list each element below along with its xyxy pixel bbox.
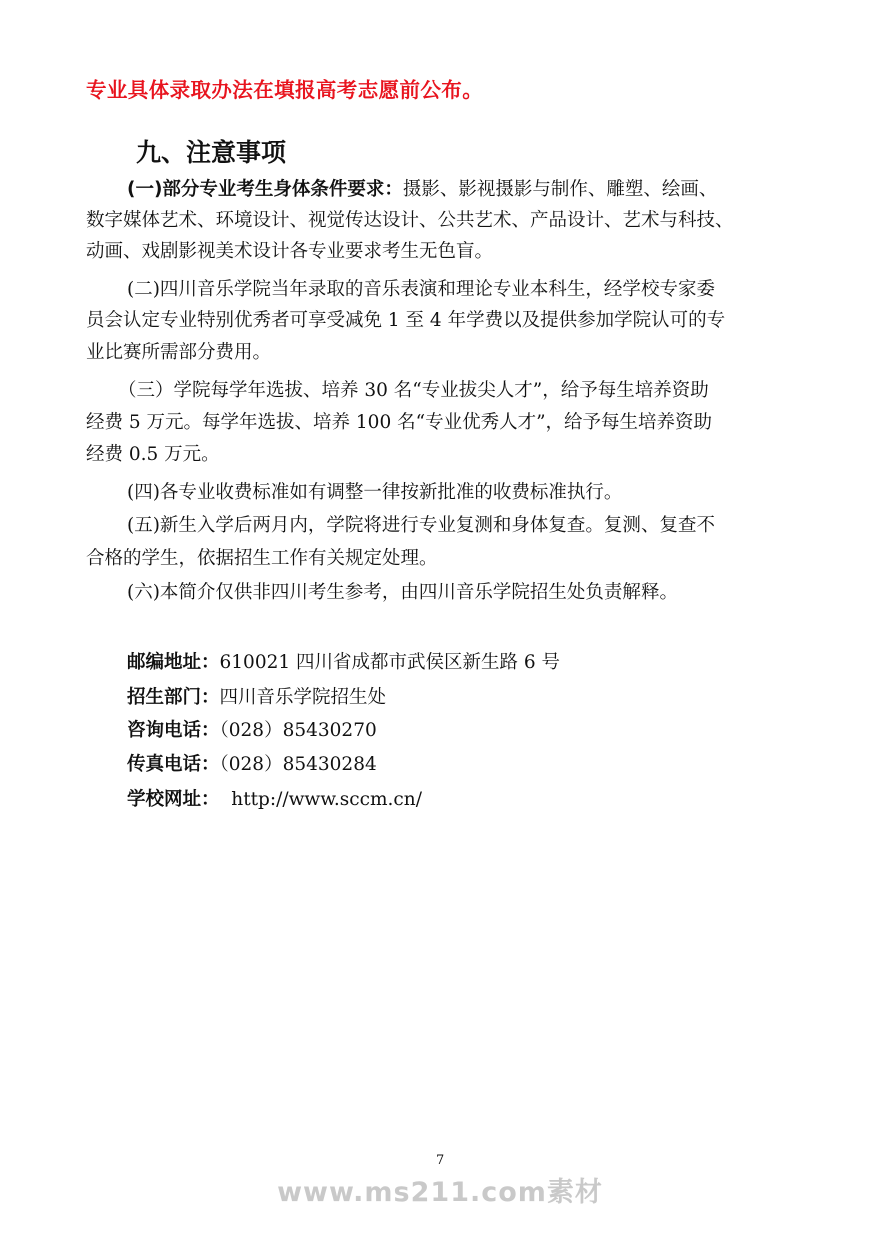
item-2-line-3: 业比赛所需部分费用。 bbox=[86, 342, 272, 363]
item-1-line-3: 动画、戏剧影视美术设计各专业要求考生无色盲。 bbox=[86, 241, 494, 262]
item-1-line-2: 数字媒体艺术、环境设计、视觉传达设计、公共艺术、产品设计、艺术与科技、 bbox=[86, 210, 734, 231]
item-3-line-1: （三）学院每学年选拔、培养 30 名“专业拔尖人才”，给予每生培养资助 bbox=[118, 380, 709, 401]
item-6-line-1: (六)本简介仅供非四川考生参考，由四川音乐学院招生处负责解释。 bbox=[127, 582, 678, 603]
contact-website bbox=[127, 785, 422, 811]
contact-address-label: 邮编地址： bbox=[127, 652, 220, 673]
contact-website-value: http://www.sccm.cn/ bbox=[219, 789, 422, 810]
item-1-label: (一)部分专业考生身体条件要求： bbox=[127, 179, 403, 200]
item-3-line-3: 经费 0.5 万元。 bbox=[86, 444, 220, 465]
section-heading: 九、注意事项 bbox=[136, 138, 287, 167]
contact-phone bbox=[127, 716, 377, 742]
contact-department bbox=[127, 683, 386, 709]
watermark: www.ms211.com素材 bbox=[277, 1177, 603, 1208]
intro-line: 专业具体录取办法在填报高考志愿前公布。 bbox=[86, 78, 484, 102]
contact-address bbox=[127, 648, 560, 674]
contact-fax-value: （028）85430284 bbox=[219, 754, 377, 775]
contact-phone-label: 咨询电话： bbox=[127, 720, 220, 741]
item-4-line-1: (四)各专业收费标准如有调整一律按新批准的收费标准执行。 bbox=[127, 482, 623, 503]
page-number: 7 bbox=[436, 1153, 445, 1168]
item-5-line-2: 合格的学生，依据招生工作有关规定处理。 bbox=[86, 548, 438, 569]
item-1-line-1-rest: 摄影、影视摄影与制作、雕塑、绘画、 bbox=[402, 179, 718, 200]
item-3-line-2: 经费 5 万元。每学年选拔、培养 100 名“专业优秀人才”，给予每生培养资助 bbox=[86, 412, 713, 433]
contact-fax-label: 传真电话： bbox=[127, 754, 220, 775]
contact-department-value: 四川音乐学院招生处 bbox=[219, 687, 387, 708]
contact-phone-value: （028）85430270 bbox=[219, 720, 377, 741]
item-2-line-1: (二)四川音乐学院当年录取的音乐表演和理论专业本科生，经学校专家委 bbox=[127, 279, 715, 300]
contact-fax bbox=[127, 750, 377, 776]
item-1-line-1 bbox=[127, 175, 717, 201]
contact-address-value: 610021 四川省成都市武侯区新生路 6 号 bbox=[219, 652, 561, 673]
item-5-line-1: (五)新生入学后两月内，学院将进行专业复测和身体复查。复测、复查不 bbox=[127, 515, 715, 536]
contact-department-label: 招生部门： bbox=[127, 687, 220, 708]
item-2-line-2: 员会认定专业特别优秀者可享受减免 1 至 4 年学费以及提供参加学院认可的专 bbox=[86, 310, 726, 331]
contact-website-label: 学校网址： bbox=[127, 789, 220, 810]
